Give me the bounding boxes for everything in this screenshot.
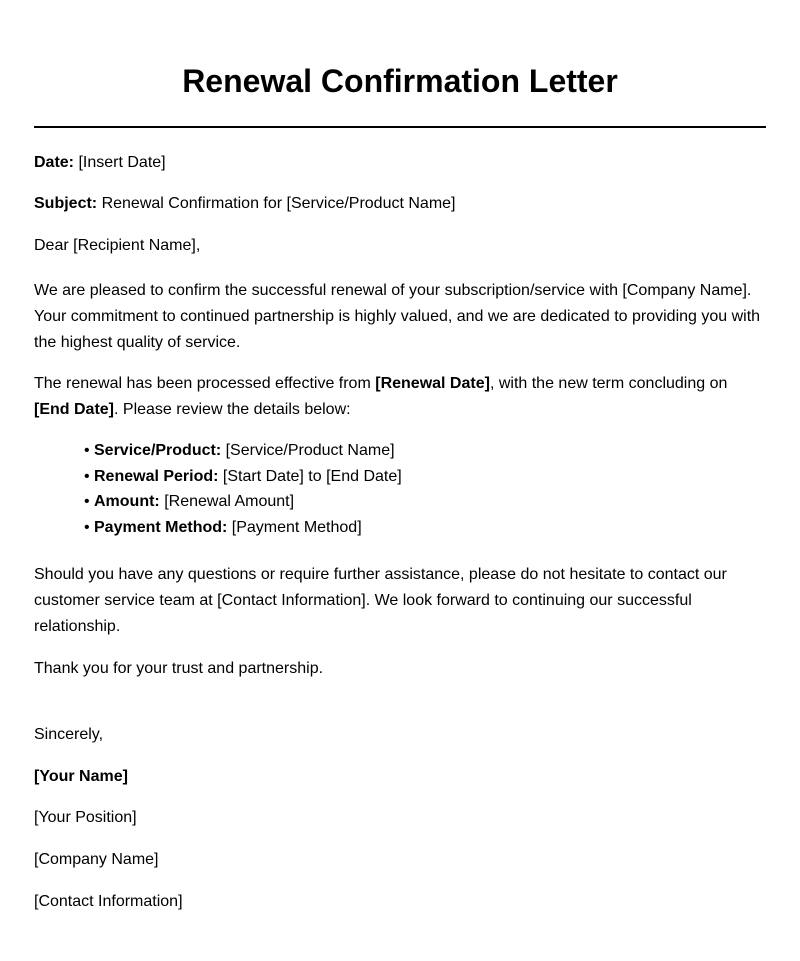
- detail-value: [Service/Product Name]: [221, 442, 395, 459]
- signature-position: [Your Position]: [34, 808, 137, 826]
- signature-name: [34, 764, 766, 790]
- closing: Sincerely,: [34, 725, 104, 743]
- detail-item-payment: [84, 515, 766, 541]
- detail-label: Amount:: [94, 493, 160, 511]
- end-date: [End Date]: [34, 401, 114, 418]
- detail-label: Service/Product:: [94, 442, 222, 459]
- contact-paragraph: Should you have any questions or require further assistance, please do not hesitate to contact our customer service team at [Contact Information]. We look forward to continuing our successful relationship.: [34, 565, 727, 635]
- signature-company: [Company Name]: [34, 850, 159, 868]
- thanks-paragraph: Thank you for your trust and partnership.: [34, 659, 324, 677]
- title-divider: [34, 126, 766, 128]
- renewal-paragraph: [34, 371, 766, 423]
- signature-contact: [Contact Information]: [34, 892, 183, 910]
- renewal-date: [Renewal Date]: [375, 375, 490, 392]
- subject-line: [34, 191, 766, 217]
- renewal-text-part1: The renewal has been processed effective from: [34, 375, 376, 392]
- detail-item-period: [84, 464, 766, 490]
- detail-value: [Payment Method]: [227, 519, 362, 537]
- greeting: Dear [Recipient Name],: [34, 237, 201, 254]
- detail-item-amount: [84, 489, 766, 515]
- detail-label: Payment Method:: [94, 519, 228, 537]
- detail-value: [Start Date] to [End Date]: [218, 467, 402, 485]
- details-list: [34, 438, 766, 541]
- subject-label: Subject:: [34, 195, 98, 212]
- subject-value: Renewal Confirmation for [Service/Product Name]: [97, 195, 456, 212]
- bullet-icon: •: [84, 467, 90, 485]
- date-line: [34, 150, 766, 176]
- letter-title: Renewal Confirmation Letter: [182, 63, 618, 99]
- bullet-icon: •: [84, 442, 90, 459]
- date-label: Date:: [34, 154, 75, 171]
- renewal-text-part3: . Please review the details below:: [114, 401, 351, 418]
- signature-name-text: [Your Name]: [34, 767, 128, 785]
- detail-value: [Renewal Amount]: [159, 493, 295, 511]
- date-value: [Insert Date]: [74, 154, 166, 171]
- bullet-icon: •: [84, 493, 90, 511]
- intro-paragraph: We are pleased to confirm the successful renewal of your subscription/service with [Company Name]. Your commitment to continued partnership is highly valued, and we are dedicated to providing you with the highest quality of service.: [34, 282, 761, 351]
- detail-item-service: [84, 438, 766, 464]
- detail-label: Renewal Period:: [94, 467, 219, 485]
- bullet-icon: •: [84, 519, 90, 537]
- renewal-text-part2: , with the new term concluding on: [489, 375, 728, 392]
